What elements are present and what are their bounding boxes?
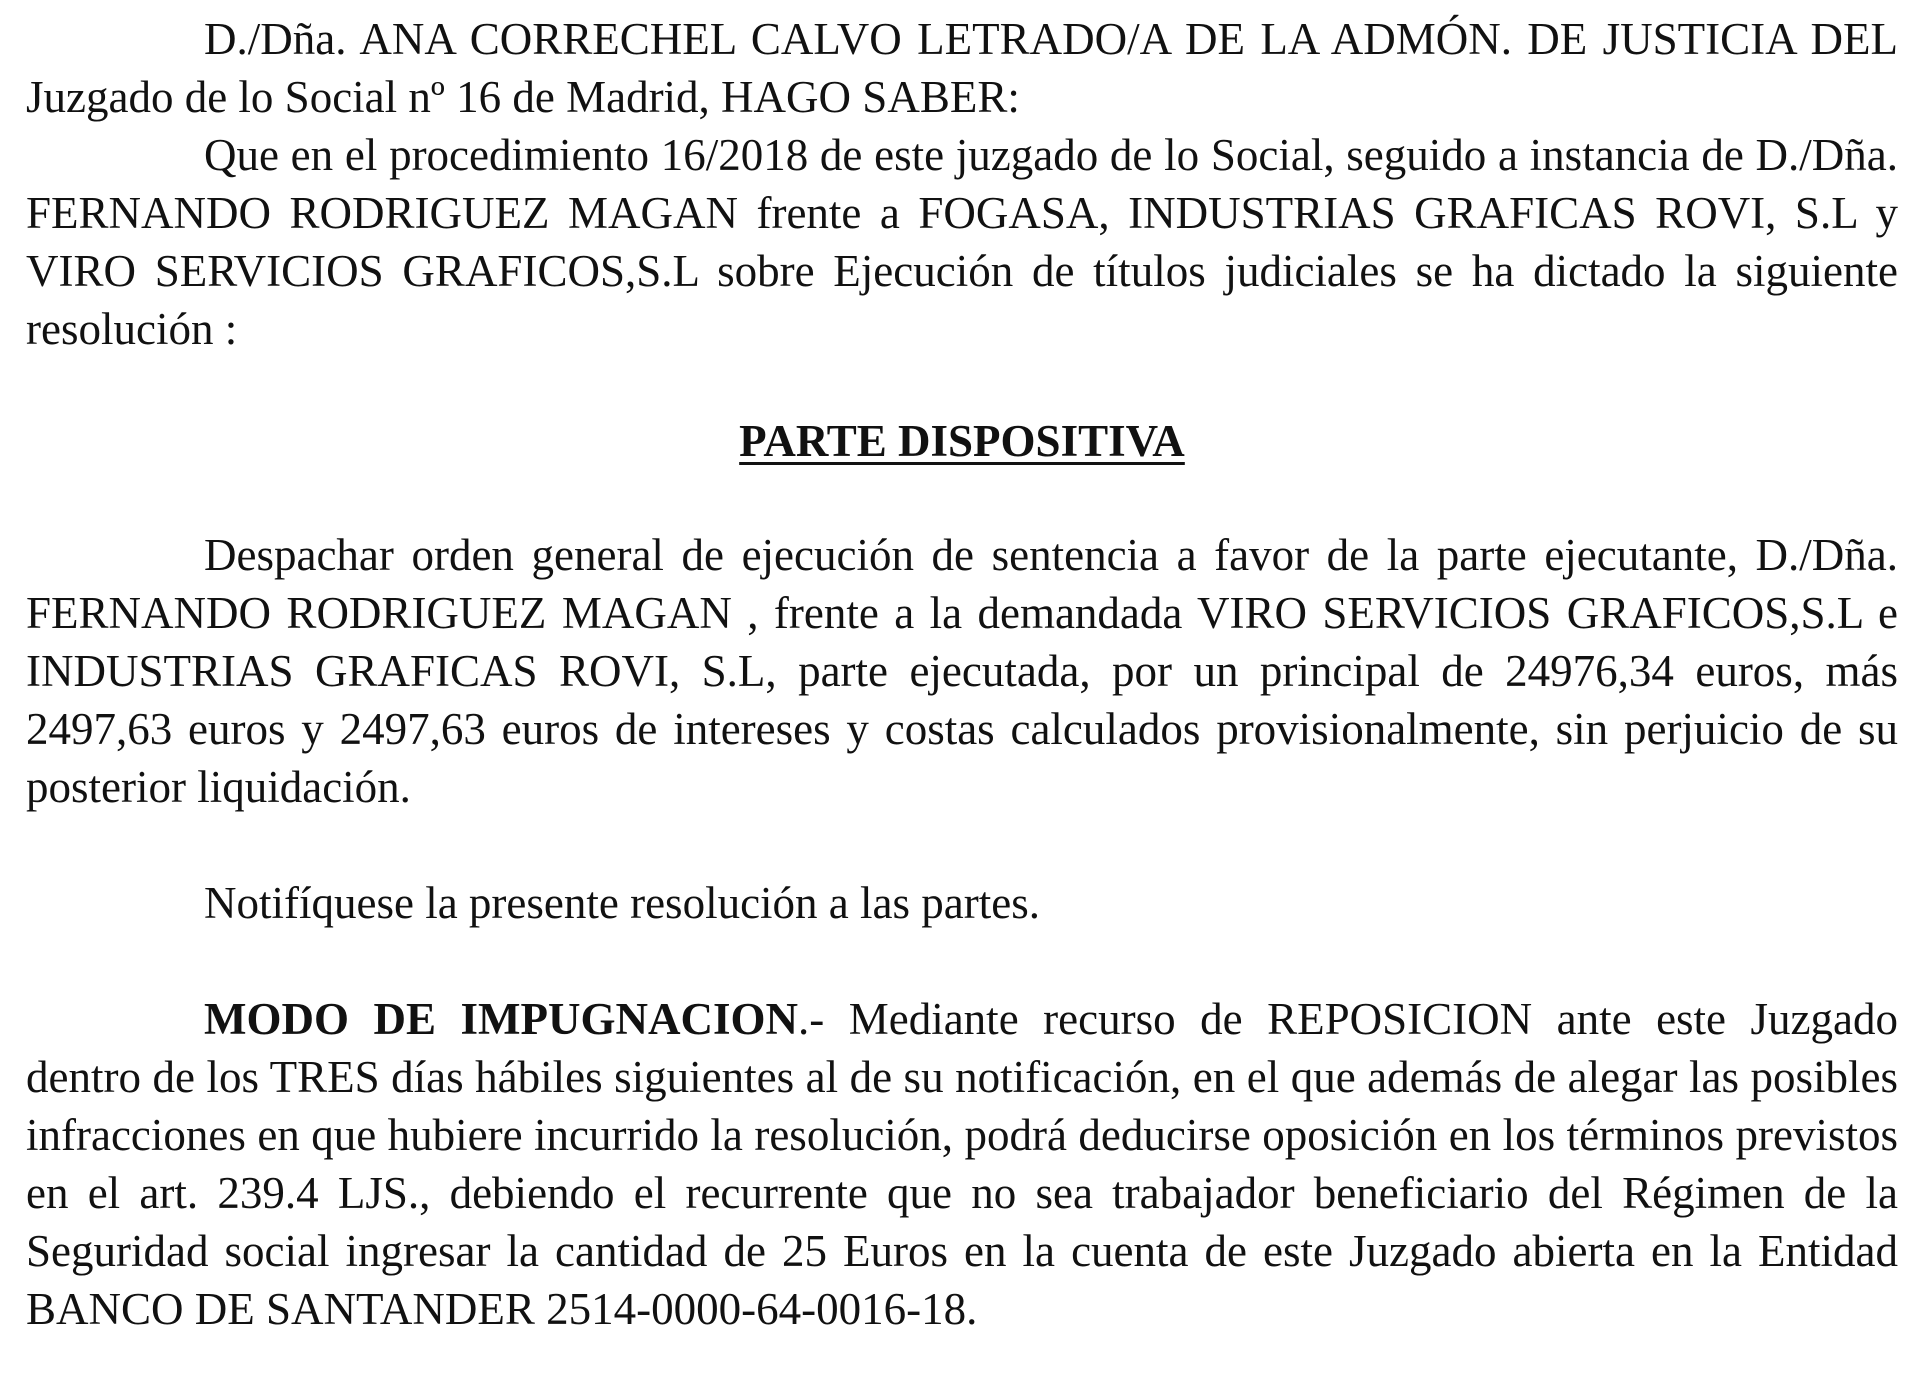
notification-paragraph: Notifíquese la presente resolución a las partes. <box>204 878 1040 928</box>
intro-paragraph: D./Dña. ANA CORRECHEL CALVO LETRADO/A DE LA ADMÓN. DE JUSTICIA DEL Juzgado de lo Social nº 16 de Madrid, HAGO SABER: <box>26 14 1898 122</box>
parte-dispositiva-heading: PARTE DISPOSITIVA <box>739 416 1185 466</box>
impugnacion-paragraph <box>26 990 1898 1338</box>
impugnacion-text: .- Mediante recurso de REPOSICION ante este Juzgado dentro de los TRES días hábiles siguientes al de su notificación, en el que además de alegar las posibles infracciones en que hubiere incurrido la resolución, podrá deducirse oposición en los términos previstos en el art. 239.4 LJS., debiendo el recurrente que no sea trabajador beneficiario del Régimen de la Seguridad social ingresar la cantidad de 25 Euros en la cuenta de este Juzgado abierta en la Entidad BANCO DE SANTANDER 2514-0000-64-0016-18. <box>26 994 1898 1334</box>
procedure-paragraph: Que en el procedimiento 16/2018 de este juzgado de lo Social, seguido a instancia de D./Dña. FERNANDO RODRIGUEZ MAGAN frente a FOGASA, INDUSTRIAS GRAFICAS ROVI, S.L y VIRO SERVICIOS GRAFICOS,S.L sobre Ejecución de títulos judiciales se ha dictado la siguiente resolución : <box>26 130 1898 354</box>
impugnacion-label: MODO DE IMPUGNACION <box>204 994 798 1044</box>
dispositiva-paragraph: Despachar orden general de ejecución de sentencia a favor de la parte ejecutante, D./Dña. FERNANDO RODRIGUEZ MAGAN , frente a la demandada VIRO SERVICIOS GRAFICOS,S.L e INDUSTRIAS GRAFICAS ROVI, S.L, parte ejecutada, por un principal de 24976,34 euros, más 2497,63 euros y 2497,63 euros de intereses y costas calculados provisionalmente, sin perjuicio de su posterior liquidación. <box>26 530 1898 812</box>
